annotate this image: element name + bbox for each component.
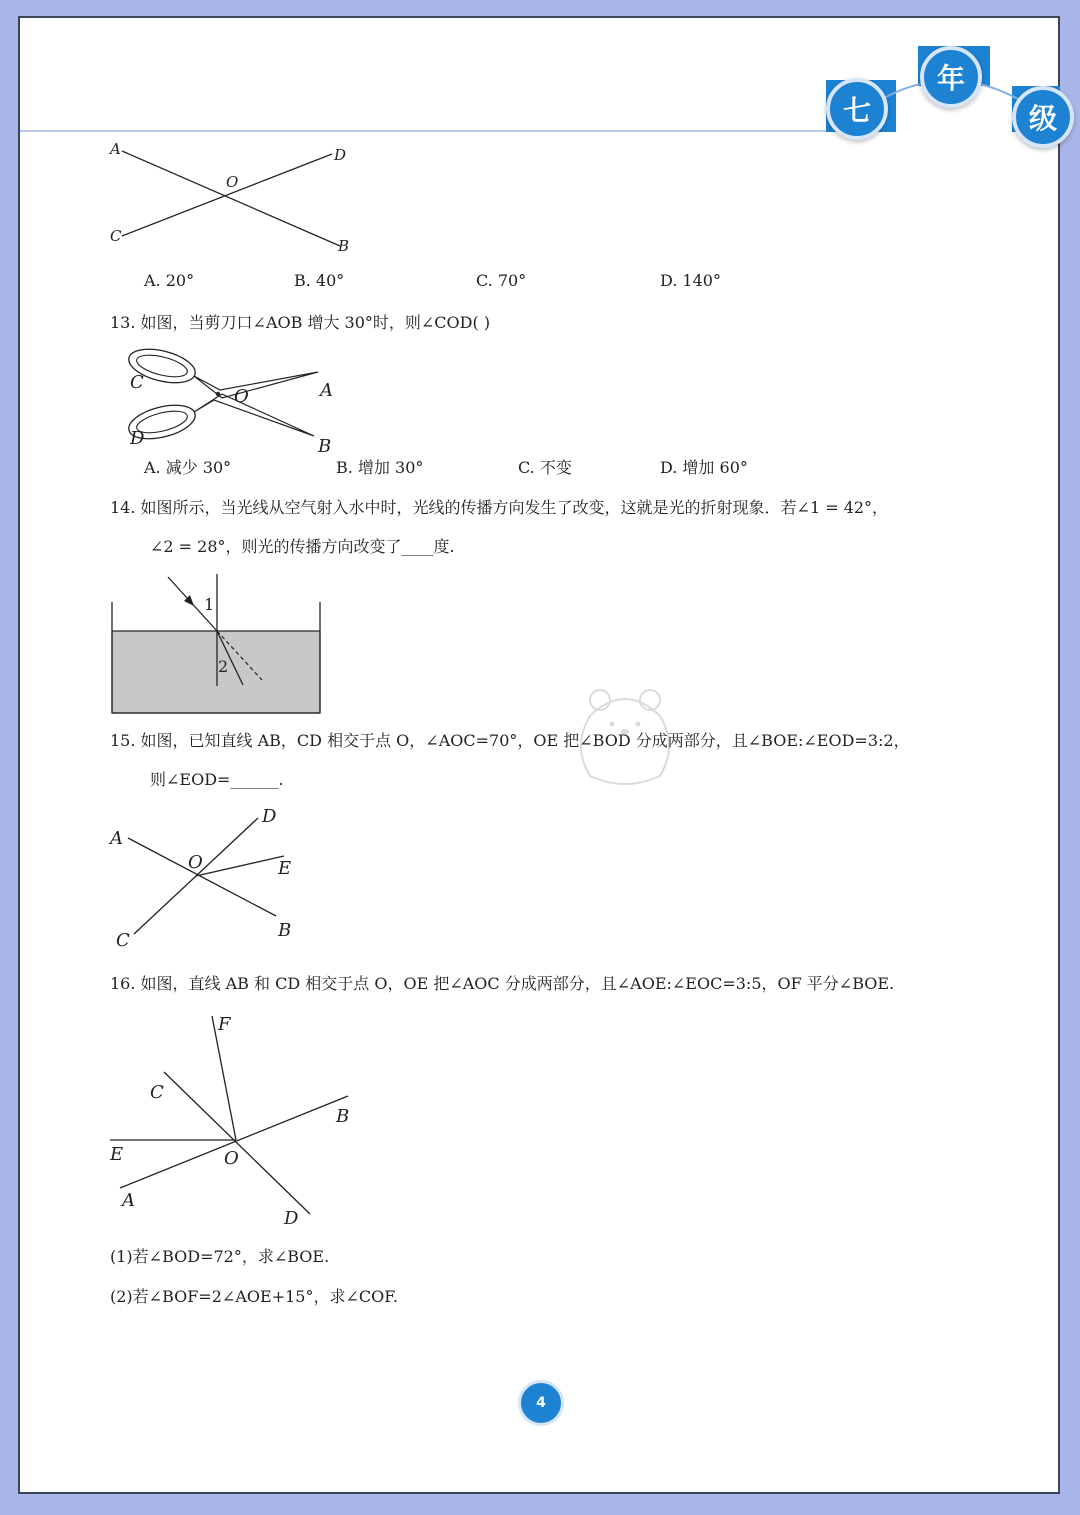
q12-label-a: A	[110, 140, 121, 158]
q12-figure	[110, 140, 360, 255]
q13-label-d: D	[130, 428, 145, 449]
q15-stem-line1: 15. 如图，已知直线 AB，CD 相交于点 O，∠AOC=70°，OE 把∠BOD 分成两部分，且∠BOE:∠EOD=3:2，	[110, 731, 910, 750]
q13-option-c: C. 不变	[518, 458, 572, 477]
q14-stem-line2: ∠2 = 28°，则光的传播方向改变了____度.	[150, 537, 455, 556]
q16-stem: 16. 如图，直线 AB 和 CD 相交于点 O，OE 把∠AOC 分成两部分，且∠AOE:∠EOC=3:5，OF 平分∠BOE.	[110, 974, 895, 993]
q15-label-a: A	[110, 828, 123, 849]
q15-label-c: C	[116, 930, 130, 951]
q16-label-c: C	[150, 1082, 164, 1103]
q12-option-b: B. 40°	[294, 271, 345, 290]
q15-figure	[108, 802, 318, 951]
grade-char-year: 年	[920, 46, 982, 108]
q16-sub-question-1: (1)若∠BOD=72°，求∠BOE.	[110, 1247, 330, 1266]
q13-option-d: D. 增加 60°	[660, 458, 748, 477]
q12-label-d: D	[334, 146, 347, 164]
q16-label-a: A	[122, 1190, 135, 1211]
q14-stem-line1: 14. 如图所示，当光线从空气射入水中时，光线的传播方向发生了改变，这就是光的折射现象．若∠1 = 42°，	[110, 498, 889, 517]
q15-stem-line2: 则∠EOD=______.	[150, 770, 284, 789]
header-divider	[20, 130, 840, 132]
q16-figure	[108, 1010, 368, 1230]
q12-option-a: A. 20°	[144, 271, 195, 290]
q14-angle-1-label: 1	[204, 595, 215, 614]
q12-label-c: C	[110, 227, 122, 245]
grade-char-seven: 七	[826, 78, 888, 140]
q16-label-f: F	[218, 1014, 231, 1035]
q13-label-c: C	[130, 372, 144, 393]
q13-label-b: B	[318, 436, 332, 457]
page-number-badge: 4	[518, 1380, 564, 1426]
q16-label-b: B	[336, 1106, 350, 1127]
q12-label-b: B	[338, 237, 350, 255]
q13-label-o: O	[234, 386, 249, 407]
q13-scissors-figure	[110, 344, 340, 457]
q16-sub-question-2: (2)若∠BOF=2∠AOE+15°，求∠COF.	[110, 1287, 398, 1306]
q14-angle-2-label: 2	[218, 657, 229, 676]
q16-label-o: O	[224, 1148, 239, 1169]
grade-char-level: 级	[1012, 86, 1074, 148]
q13-option-b: B. 增加 30°	[336, 458, 424, 477]
q12-option-c: C. 70°	[476, 271, 527, 290]
q13-option-a: A. 减少 30°	[144, 458, 232, 477]
q14-refraction-figure	[110, 572, 325, 717]
q13-label-a: A	[320, 380, 333, 401]
q16-label-e: E	[110, 1144, 124, 1165]
q12-option-d: D. 140°	[660, 271, 721, 290]
q15-label-o: O	[188, 852, 203, 873]
worksheet-page	[18, 16, 1060, 1494]
q15-label-b: B	[278, 920, 292, 941]
q15-label-d: D	[262, 806, 277, 827]
q12-label-o: O	[226, 173, 239, 191]
q16-label-d: D	[284, 1208, 299, 1229]
q13-stem: 13. 如图，当剪刀口∠AOB 增大 30°时，则∠COD( )	[110, 313, 491, 332]
q15-label-e: E	[278, 858, 292, 879]
